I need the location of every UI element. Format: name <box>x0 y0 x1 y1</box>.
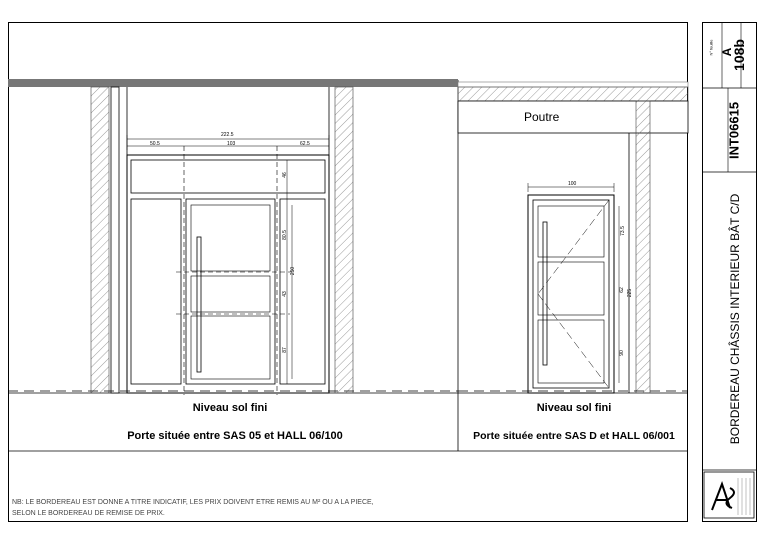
note-line-1: NB: LE BORDEREAU EST DONNE A TITRE INDICATIF, LES PRIX DOIVENT ETRE REMIS AU M² OU A LA PIECE, <box>12 499 374 506</box>
dim-width: 100 <box>568 181 577 187</box>
dim-r-height: 225 <box>627 288 634 298</box>
left-door-leaf <box>186 199 275 384</box>
wall-left <box>91 87 109 393</box>
dim-transom: 46 <box>281 172 288 178</box>
left-door-title: Porte située entre SAS 05 et HALL 06/100 <box>127 430 343 442</box>
wall-right-elev <box>636 101 650 393</box>
index-letter: A <box>720 47 734 57</box>
dim-middle: 43 <box>281 291 288 297</box>
small-label: N° feuille <box>708 39 714 56</box>
beam-label: Poutre <box>524 110 560 124</box>
right-door-handle <box>543 222 547 365</box>
ceiling-slab-right <box>458 87 688 101</box>
logo-box <box>704 472 754 518</box>
dim-r-lower: 90 <box>618 350 625 356</box>
sheet-number: 108b <box>731 39 747 71</box>
dim-left: 50.5 <box>150 141 160 147</box>
dim-right: 62.5 <box>300 141 310 147</box>
note-line-2: SELON LE BORDEREAU DE REMISE DE PRIX. <box>12 510 165 517</box>
dim-center: 103 <box>227 141 236 147</box>
dim-r-middle: 62 <box>618 287 625 293</box>
dim-r-upper: 73.5 <box>619 226 626 236</box>
left-floor-label: Niveau sol fini <box>192 402 268 414</box>
beam <box>458 101 688 133</box>
wall-right <box>335 87 353 393</box>
right-door-leaf <box>533 200 609 388</box>
left-frame <box>127 155 329 393</box>
door-handle <box>197 237 201 372</box>
right-door-frame <box>528 195 614 393</box>
right-floor-label: Niveau sol fini <box>536 402 612 414</box>
doc-number: INT06615 <box>726 101 742 160</box>
left-sidelight <box>131 199 181 384</box>
dim-overall: 222.5 <box>221 132 234 138</box>
right-door-title: Porte située entre SAS D et HALL 06/001 <box>473 430 675 442</box>
dim-lower: 87 <box>281 347 288 353</box>
dim-height: 250 <box>290 266 297 276</box>
transom <box>131 160 325 193</box>
drawing-title: BORDEREAU CHÂSSIS INTERIEUR BÂT C/D <box>728 193 742 445</box>
dim-upper: 80.5 <box>281 230 288 240</box>
ceiling-slab-left <box>8 79 458 87</box>
